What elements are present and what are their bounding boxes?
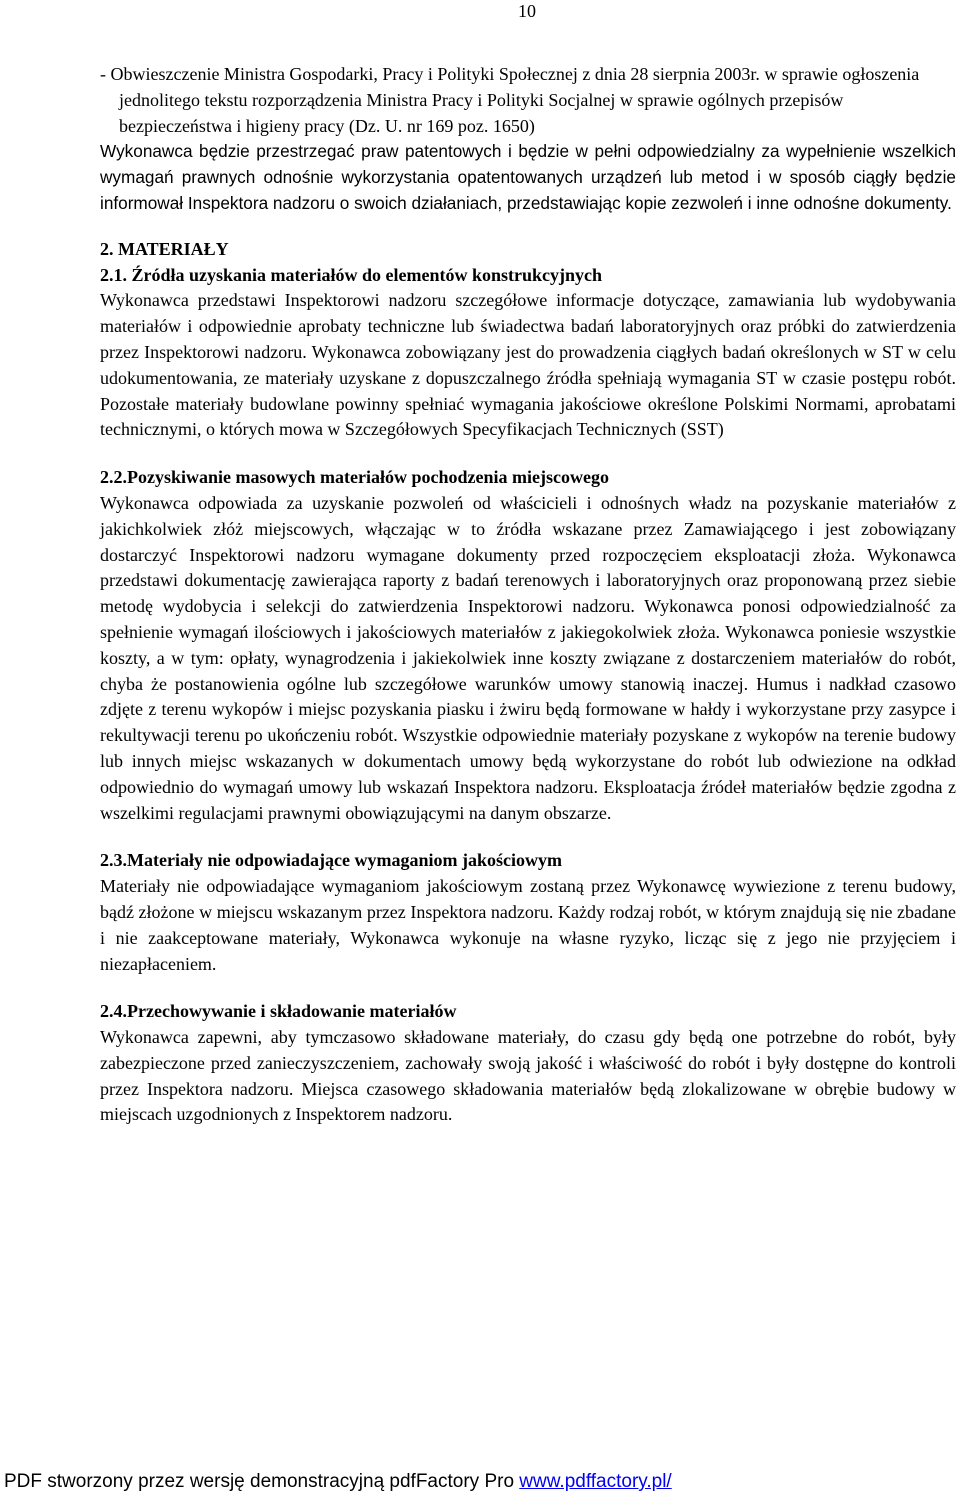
patents-paragraph: Wykonawca będzie przestrzegać praw patentowych i będzie w pełni odpowiedzialny za wypełnienie wszelkich wymagań prawnych odnośnie wykorzystania opatentowanych urządzeń lub metod i w sposób ciągły będzie informował Inspektora nadzoru o swoich działaniach, przedstawiając kopie zezwoleń i inne odnośne dokumenty. xyxy=(100,141,956,213)
subsection-heading-2-1: 2.1. Źródła uzyskania materiałów do elementów konstrukcyjnych xyxy=(100,264,603,285)
subsection-heading-2-2: 2.2.Pozyskiwanie masowych materiałów pochodzenia miejscowego xyxy=(100,467,609,488)
subsection-heading-2-3: 2.3.Materiały nie odpowiadające wymaganiom jakościowym xyxy=(100,850,562,871)
subsection-heading-2-4: 2.4.Przechowywanie i składowanie materiałów xyxy=(100,1001,457,1022)
footer-link[interactable]: www.pdffactory.pl/ xyxy=(519,1471,672,1492)
section-heading-materials: 2. MATERIAŁY xyxy=(100,238,229,259)
regulation-bullet: - Obwieszczenie Ministra Gospodarki, Pracy i Polityki Społecznej z dnia 28 sierpnia 2003r. w sprawie ogłoszenia jednolitego tekstu rozporządzenia Ministra Pracy i Polityki Socjalnej w sprawie ogólnych przepisów bezpieczeństwa i higieny pracy (Dz. U. nr 169 poz. 1650) xyxy=(100,64,920,136)
pdf-footer xyxy=(4,1470,954,1494)
footer-text: PDF stworzony przez wersję demonstracyjną pdfFactory Pro xyxy=(4,1471,520,1492)
subsection-body-2-2: Wykonawca odpowiada za uzyskanie pozwoleń od właścicieli i odnośnych władz na pozyskanie materiałów z jakichkolwiek złóż miejscowych, włączając w to źródła wskazane przez Zamawiającego i jest zobowiązany dostarczyć Inspektorowi nadzoru wymagane dokumenty przed rozpoczęciem eksploatacji złoża. Wykonawca przedstawi dokumentację zawierająca raporty z badań terenowych i laboratoryjnych oraz proponowaną przez siebie metodę wydobycia i selekcji do zatwierdzenia Inspektorowi nadzoru. Wykonawca ponosi odpowiedzialność za spełnienie wymagań ilościowych i jakościowych materiałów z jakiegokolwiek złoża. Wykonawca poniesie wszystkie koszty, a w tym: opłaty, wynagrodzenia i jakiekolwiek inne koszty związane z dostarczeniem materiałów do robót, chyba że postanowienia ogólne lub szczegółowe warunków umowy stanowią inaczej. Humus i nadkład czasowo zdjęte z terenu wykopów i miejsc pozyskania piasku i żwiru będą formowane w hałdy i wykorzystane przy zasypce i rekultywacji terenu po ukończeniu robót. Wszystkie odpowiednie materiały pozyskane z wykopów na terenie budowy lub innych miejsc wskazanych w dokumentach umowy będą wykorzystane do robót lub odwiezione na odkład odpowiednio do wymagań umowy lub wskazań Inspektora nadzoru. Eksploatacja źródeł materiałów będzie zgodna z wszelkimi regulacjami prawnymi obowiązującymi na danym obszarze. xyxy=(100,492,956,823)
page-number: 10 xyxy=(518,1,536,21)
subsection-body-2-3: Materiały nie odpowiadające wymaganiom jakościowym zostaną przez Wykonawcę wywiezione z terenu budowy, bądź złożone w miejscu wskazanym przez Inspektora nadzoru. Każdy rodzaj robót, w którym znajdują się nie zbadane i nie zaakceptowane materiały, Wykonawca wykonuje na własne ryzyko, licząc się z jego nie przyjęciem i niezapłaceniem. xyxy=(100,876,956,974)
subsection-body-2-1: Wykonawca przedstawi Inspektorowi nadzoru szczegółowe informacje dotyczące, zamawiania lub wydobywania materiałów i odpowiednie aprobaty techniczne lub świadectwa badań laboratoryjnych oraz próbki do zatwierdzenia przez Inspektorowi nadzoru. Wykonawca zobowiązany jest do prowadzenia ciągłych badań określonych w ST w celu udokumentowania, ze materiały uzyskane z dopuszczalnego źródła spełniają wymagania ST w czasie postępu robót. Pozostałe materiały budowlane powinny spełniać wymagania jakościowe określone Polskimi Normami, aprobatami technicznymi, o których mowa w Szczegółowych Specyfikacjach Technicznych (SST) xyxy=(100,290,956,440)
subsection-body-2-4: Wykonawca zapewni, aby tymczasowo składowane materiały, do czasu gdy będą one potrzebne do robót, były zabezpieczone przed zanieczyszczeniem, zachowały swoją jakość i właściwość do robót i były dostępne do kontroli przez Inspektora nadzoru. Miejsca czasowego składowania materiałów będą zlokalizowane w obrębie budowy w miejscach uzgodnionych z Inspektorem nadzoru. xyxy=(100,1027,956,1125)
document-body xyxy=(100,62,956,1128)
